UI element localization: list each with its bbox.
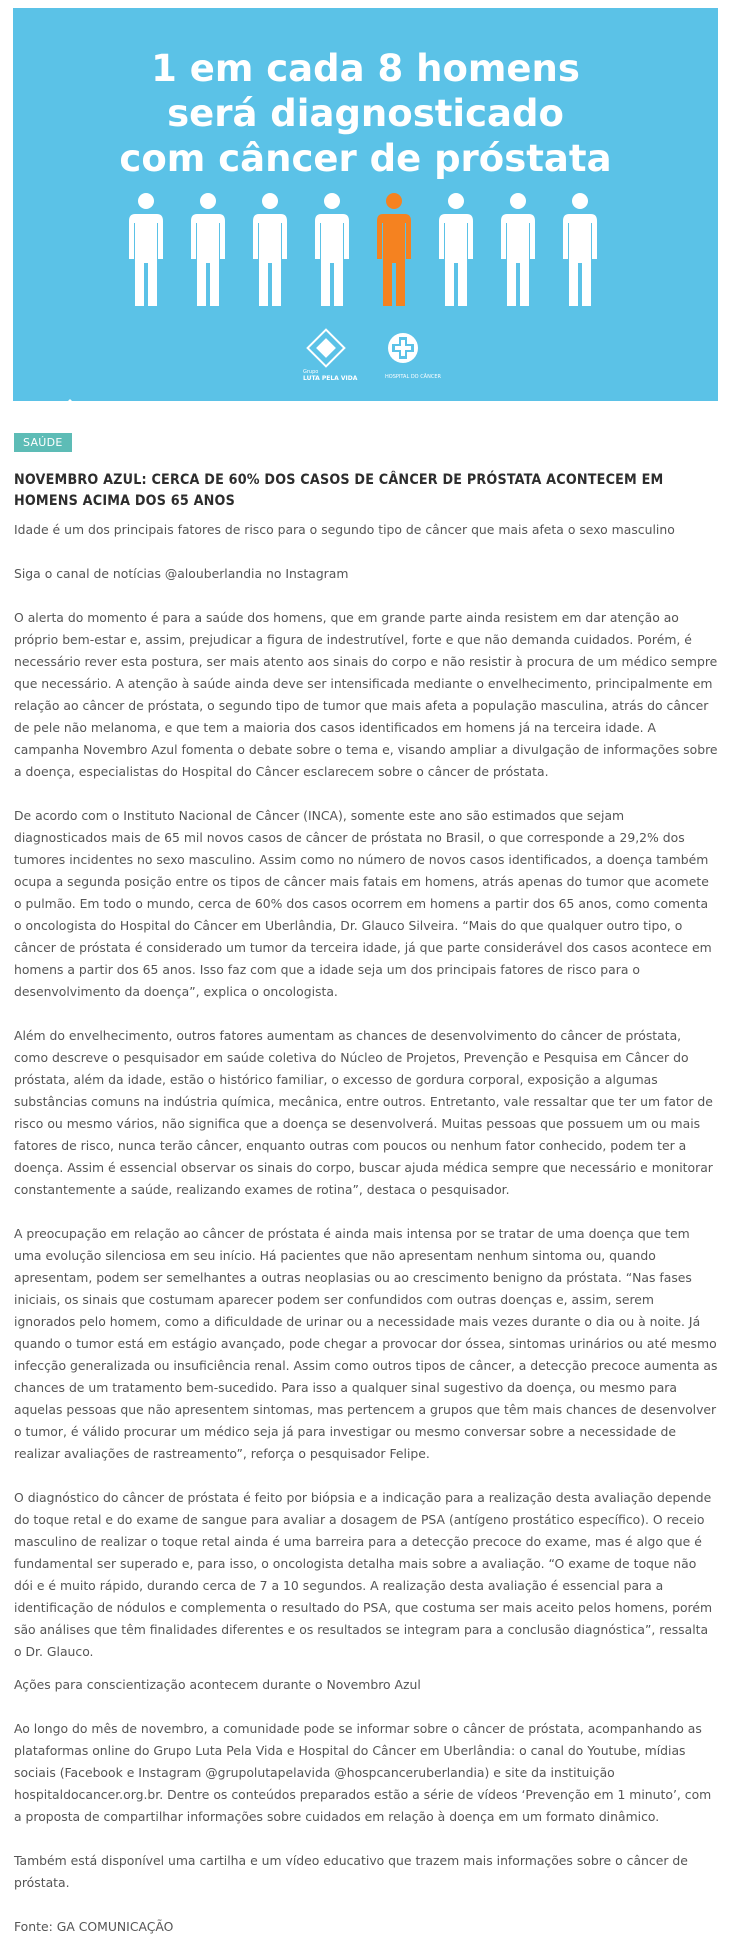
man-figure	[191, 193, 225, 306]
hero-title-line-2: será diagnosticado	[167, 92, 564, 135]
article-headline: NOVEMBRO AZUL: CERCA DE 60% DOS CASOS DE CÂNCER DE PRÓSTATA ACONTECEM EM HOMENS ACIMA DOS 65 ANOS	[14, 472, 664, 509]
logo-right-text: HOSPITAL DO CÂNCER	[385, 374, 441, 380]
hero-notch	[59, 399, 81, 401]
luta-pela-vida-logo	[303, 330, 358, 382]
man-figure	[129, 193, 163, 306]
logo-left-small: Grupo	[303, 369, 319, 375]
category-badge[interactable]: SAÚDE	[14, 433, 72, 452]
hero-title-line-3: com câncer de próstata	[119, 137, 612, 180]
article-paragraph: O alerta do momento é para a saúde dos homens, que em grande parte ainda resistem em dar atenção ao próprio bem-estar e, assim, prejudicar a figura de indestrutível, forte e que não demanda cuidados. Porém, é necessário rever esta postura, ser mais atento aos sinais do corpo e não resistir à procura de um médico sempre que necessário. A atenção à saúde ainda deve ser intensificada mediante o envelhecimento, principalmente em relação ao câncer de próstata, o segundo tipo de tumor que mais afeta a população masculina, atrás do câncer de pele não melanoma, e que tem a maioria dos casos identificados em homens já na terceira idade. A campanha Novembro Azul fomenta o debate sobre o tema e, visando ampliar a divulgação de informações sobre a doença, especialistas do Hospital do Câncer esclarecem sobre o câncer de próstata.	[14, 610, 718, 779]
man-figure	[563, 193, 597, 306]
man-figure	[501, 193, 535, 306]
article-subheading: Ações para conscientização acontecem durante o Novembro Azul	[14, 1677, 421, 1692]
article-source: Fonte: GA COMUNICAÇÃO	[14, 1919, 174, 1934]
article-paragraph: Ao longo do mês de novembro, a comunidade pode se informar sobre o câncer de próstata, acompanhando as plataformas online do Grupo Luta Pela Vida e Hospital do Câncer em Uberlândia: o canal do Youtube, mídias sociais (Facebook e Instagram @grupolutapelavida @hospcanceruberlandia) e site da instituição hospitaldocancer.org.br. Dentre os conteúdos preparados estão a série de vídeos ‘Prevenção em 1 minuto’, com a proposta de compartilhar informações sobre cuidados em relação à doença em um formato dinâmico.	[14, 1721, 712, 1824]
instagram-note: Siga o canal de notícias @alouberlandia no Instagram	[14, 566, 349, 581]
hero-title-line-1: 1 em cada 8 homens	[151, 47, 580, 90]
article-subtitle: Idade é um dos principais fatores de risco para o segundo tipo de câncer que mais afeta o sexo masculino	[14, 522, 675, 537]
hero-title	[13, 46, 718, 181]
highlighted-man-figure	[377, 193, 411, 306]
man-figure	[253, 193, 287, 306]
article-paragraph: A preocupação em relação ao câncer de próstata é ainda mais intensa por se tratar de uma doença que tem uma evolução silenciosa em seu início. Há pacientes que não apresentam nenhum sintoma ou, quando apresentam, podem ser semelhantes a outras neoplasias ou ao crescimento benigno da próstata. “Nas fases iniciais, os sinais que costumam aparecer podem ser confundidos com outras doenças e, assim, serem ignorados pelo homem, como a dificuldade de urinar ou a necessidade mais vezes durante o dia ou à noite. Já quando o tumor está em estágio avançado, pode chegar a provocar dor óssea, sintomas urinários ou até mesmo infecção generalizada ou insuficiência renal. Assim como outros tipos de câncer, a detecção precoce aumenta as chances de um tratamento bem-sucedido. Para isso a qualquer sinal sugestivo da doença, ou mesmo para aquelas pessoas que não apresentem sintomas, mas pertencem a grupos que têm mais chances de desenvolver o tumor, é válido procurar um médico seja já para investigar ou mesmo conversar sobre a necessidade de realizar avaliações de rastreamento”, reforça o pesquisador Felipe.	[14, 1226, 718, 1461]
article-paragraph: Também está disponível uma cartilha e um vídeo educativo que trazem mais informações sobre o câncer de próstata.	[14, 1853, 688, 1890]
hospital-do-cancer-logo	[385, 333, 441, 380]
hero-image	[13, 8, 718, 401]
article-paragraph: O diagnóstico do câncer de próstata é feito por biópsia e a indicação para a realização desta avaliação depende do toque retal e do exame de sangue para avaliar a dosagem de PSA (antígeno prostático específico). O receio masculino de realizar o toque retal ainda é uma barreira para a detecção precoce do exame, mas é algo que é fundamental ser superado e, para isso, o oncologista detalha mais sobre a avaliação. “O exame de toque não dói e é muito rápido, durando cerca de 7 a 10 segundos. A realização desta avaliação é essencial para a identificação de nódulos e complementa o resultado do PSA, que costuma ser mais aceito pelos homens, porém são análises que têm finalidades diferentes e os resultados se integram para a conclusão diagnóstica”, ressalta o Dr. Glauco.	[14, 1490, 713, 1659]
logo-left-text: LUTA PELA VIDA	[303, 375, 358, 382]
men-figures-illustration	[13, 193, 718, 313]
logos	[13, 328, 718, 388]
article-body	[14, 519, 718, 1960]
man-figure	[315, 193, 349, 306]
article-paragraph: De acordo com o Instituto Nacional de Câncer (INCA), somente este ano são estimados que sejam diagnosticados mais de 65 mil novos casos de câncer de próstata no Brasil, o que corresponde a 29,2% dos tumores incidentes no sexo masculino. Assim como no número de novos casos identificados, a doença também ocupa a segunda posição entre os tipos de câncer mais fatais em homens, atrás apenas do tumor que acomete o pulmão. Em todo o mundo, cerca de 60% dos casos ocorrem em homens a partir dos 65 anos, como comenta o oncologista do Hospital do Câncer em Uberlândia, Dr. Glauco Silveira. “Mais do que qualquer outro tipo, o câncer de próstata é considerado um tumor da terceira idade, já que parte considerável dos casos acontece em homens a partir dos 65 anos. Isso faz com que a idade seja um dos principais fatores de risco para o desenvolvimento da doença”, explica o oncologista.	[14, 808, 712, 999]
man-figure	[439, 193, 473, 306]
article-paragraph: Além do envelhecimento, outros fatores aumentam as chances de desenvolvimento do câncer de próstata, como descreve o pesquisador em saúde coletiva do Núcleo de Projetos, Prevenção e Pesquisa em Câncer do próstata, além da idade, estão o histórico familiar, o excesso de gordura corporal, exposição a algumas substâncias comuns na indústria química, mecânica, entre outros. Entretanto, vale ressaltar que ter um fator de risco ou mesmo vários, não significa que a doença se desenvolverá. Muitas pessoas que possuem um ou mais fatores de risco, nunca terão câncer, enquanto outras com poucos ou nenhum fator conhecido, podem ter a doença. Assim é essencial observar os sinais do corpo, buscar ajuda médica sempre que necessário e monitorar constantemente a saúde, realizando exames de rotina”, destaca o pesquisador.	[14, 1028, 713, 1197]
